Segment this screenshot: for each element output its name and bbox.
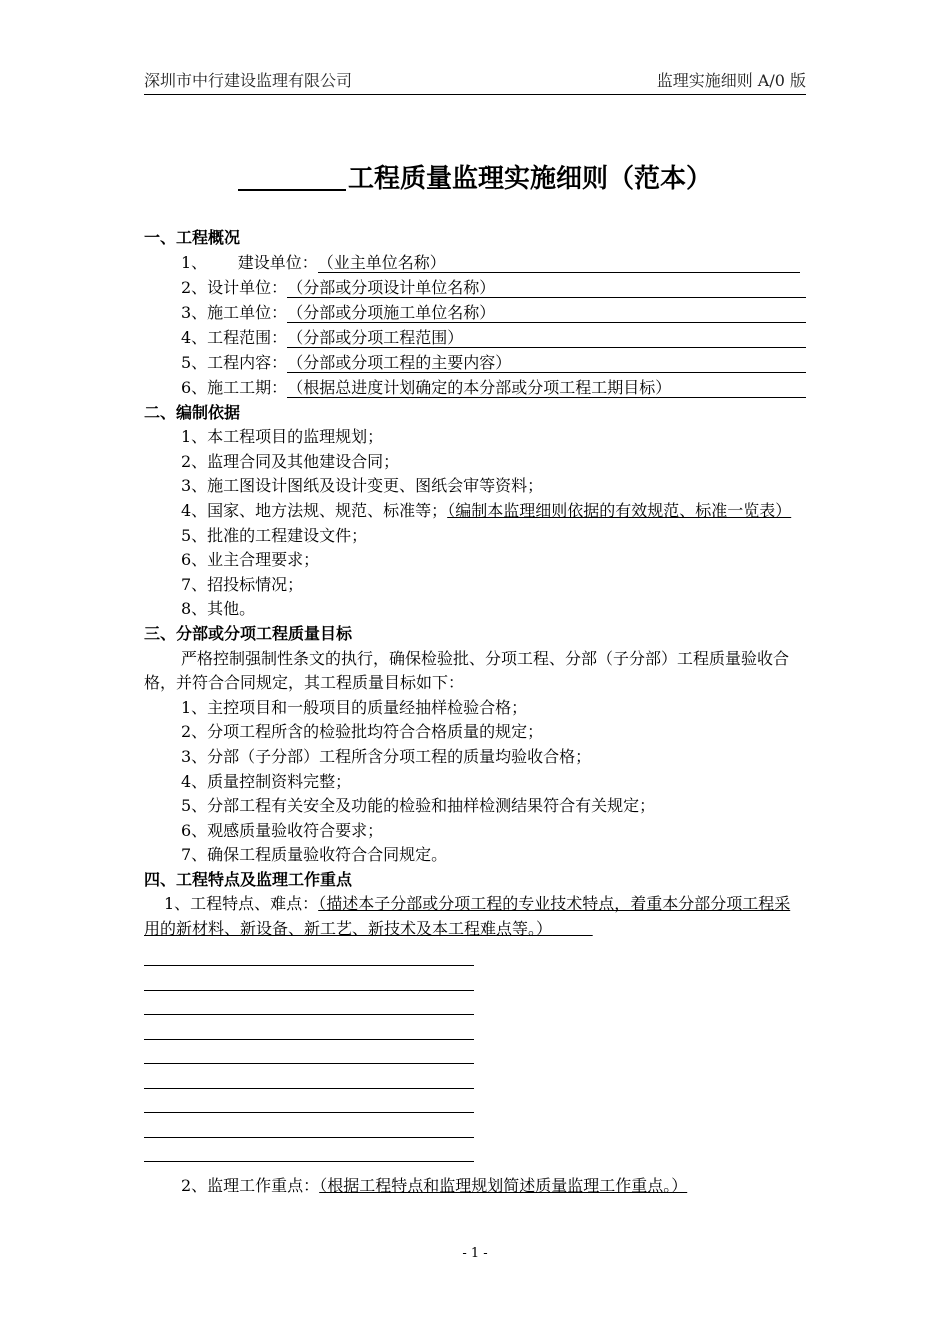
blank-line[interactable] [144,1113,474,1138]
list-item: 5、批准的工程建设文件； [181,525,368,545]
blank-line[interactable] [144,942,474,967]
placeholder-note: （根据工程特点和监理规划简述质量监理工作重点。） [319,1176,688,1196]
field-value[interactable]: （分部或分项工程的主要内容） [287,351,806,373]
placeholder-note: （描述本子分部或分项工程的专业技术特点，着重本分部分项工程采用的新材料、新设备、新工艺、新技术及本工程难点等。） [144,894,791,939]
section-heading-overview: 一、工程概况 [144,228,241,247]
blank-line[interactable] [144,1089,474,1114]
placeholder-note: （编制本监理细则依据的有效规范、标准一览表） [447,500,792,520]
list-item: 2、监理合同及其他建设合同； [181,451,400,471]
list-item: 5、分部工程有关安全及功能的检验和抽样检测结果符合有关规定； [181,796,656,816]
field-label: 1、 建设单位： [181,252,318,272]
list-item: 1、本工程项目的监理规划； [181,427,384,447]
title-text: 工程质量监理实施细则（范本） [347,164,712,194]
field-label: 5、工程内容： [181,352,288,372]
list-item: 2、分项工程所含的检验批均符合合格质量的规定； [181,722,544,742]
field-label: 2、设计单位： [181,277,288,297]
field-value[interactable]: （根据总进度计划确定的本分部或分项工程工期目标） [287,376,806,398]
list-item: 7、确保工程质量验收符合合同规定。 [181,845,448,865]
document-title [0,158,950,195]
list-item: 3、施工图设计图纸及设计变更、图纸会审等资料； [181,476,544,496]
blank-line[interactable] [144,1064,474,1089]
field-value[interactable]: （分部或分项施工单位名称） [287,301,806,323]
document-version: 监理实施细则 A/0 版 [656,71,806,90]
field-row-owner [144,251,806,276]
title-blank-line[interactable] [238,163,346,191]
list-item: 4、国家、地方法规、规范、标准等；（编制本监理细则依据的有效规范、标准一览表） [181,500,792,520]
blank-line[interactable] [144,1040,474,1065]
list-item: 1、主控项目和一般项目的质量经抽样检验合格； [181,697,528,717]
list-item: 1、工程特点、难点：（描述本子分部或分项工程的专业技术特点，着重本分部分项工程采用的新材料、新设备、新工艺、新技术及本工程难点等。） [144,894,791,939]
field-row-scope [144,326,806,351]
list-item: 4、质量控制资料完整； [181,771,352,791]
field-value[interactable]: （分部或分项设计单位名称） [287,276,806,298]
field-row-contractor [144,301,806,326]
field-row-content [144,351,806,376]
field-label: 6、施工工期： [181,377,288,397]
list-item: 2、监理工作重点：（根据工程特点和监理规划简述质量监理工作重点。） [181,1176,688,1196]
field-row-designer [144,276,806,301]
blank-line[interactable] [144,966,474,991]
blank-line[interactable] [144,1015,474,1040]
list-item: 8、其他。 [181,599,256,619]
list-item: 6、业主合理要求； [181,550,320,570]
section-heading-features: 四、工程特点及监理工作重点 [144,869,353,889]
field-value[interactable]: （分部或分项工程范围） [287,326,806,348]
field-value[interactable]: （业主单位名称） [318,251,800,273]
section-heading-basis: 二、编制依据 [144,402,241,422]
blank-line[interactable] [144,1138,474,1163]
field-row-schedule [144,376,806,401]
field-label: 4、工程范围： [181,327,288,347]
section-intro: 严格控制强制性条文的执行，确保检验批、分项工程、分部（子分部）工程质量验收合格，并符合合同规定，其工程质量目标如下： [144,648,790,693]
section-heading-quality-goal: 三、分部或分项工程质量目标 [144,623,353,643]
blank-lines-area[interactable] [144,942,806,1163]
list-item: 3、分部（子分部）工程所含分项工程的质量均验收合格； [181,746,592,766]
company-name: 深圳市中行建设监理有限公司 [144,71,353,90]
document-body [144,226,806,1199]
page-number: - 1 - [462,1246,488,1261]
blank-line[interactable] [144,991,474,1016]
page-header [144,66,806,95]
list-item: 6、观感质量验收符合要求； [181,820,384,840]
list-item: 7、招投标情况； [181,574,304,594]
field-label: 3、施工单位： [181,302,288,322]
